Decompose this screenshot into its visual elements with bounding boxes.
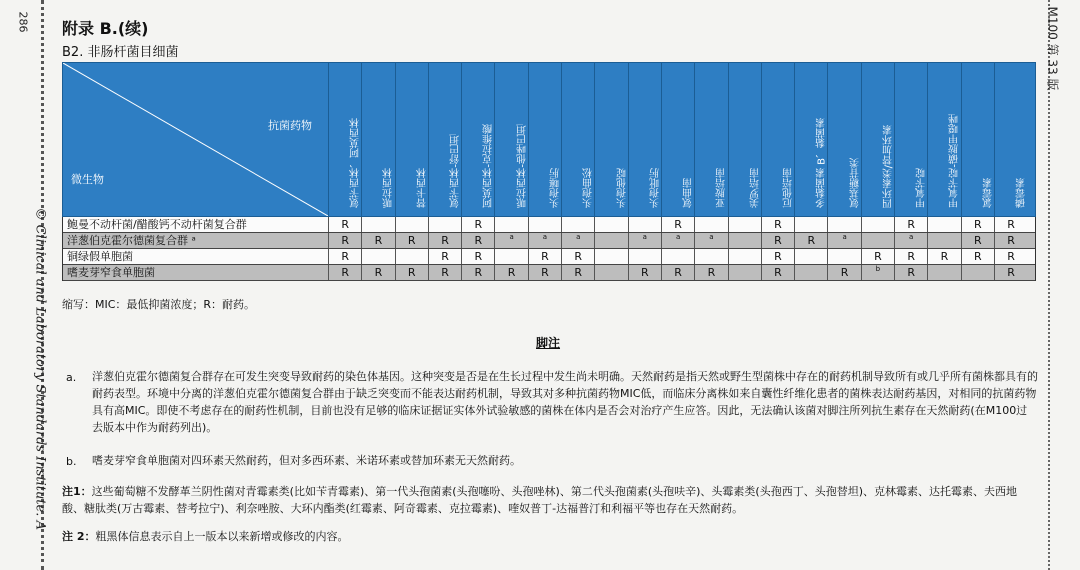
antibiotic-column-header — [794, 63, 827, 216]
antibiotic-name: 哌拉西林 — [383, 168, 395, 208]
resistance-cell — [428, 217, 461, 232]
resistance-cell: R — [661, 217, 694, 232]
antibiotic-name: 甲氧苄啶-磺胺甲噁唑 — [949, 114, 961, 208]
antibiotic-column-header — [494, 63, 527, 216]
resistance-cell: R — [328, 233, 361, 248]
antibiotic-name: 氨曲南 — [683, 178, 695, 208]
copyright-side-text: © Clinical and Laboratory Standards Institute. A — [32, 207, 48, 530]
resistance-cell: R — [761, 249, 794, 264]
antibiotic-column-header — [395, 63, 428, 216]
resistance-cell: R — [794, 233, 827, 248]
resistance-cell — [728, 249, 761, 264]
antibiotic-column-header — [927, 63, 960, 216]
resistance-cell: a — [561, 233, 594, 248]
resistance-cell: R — [328, 217, 361, 232]
antibiotic-header-label: 抗菌药物 — [268, 119, 312, 132]
resistance-cell: a — [661, 233, 694, 248]
antibiotic-column-header — [528, 63, 561, 216]
resistance-cell: R — [461, 217, 494, 232]
antibiotic-name: 氨苄西林、阿莫西林 — [350, 118, 362, 208]
antibiotic-column-header — [728, 63, 761, 216]
resistance-cell: R — [461, 233, 494, 248]
resistance-cell — [794, 249, 827, 264]
resistance-cell — [628, 217, 661, 232]
antibiotic-column-headers — [328, 63, 1027, 216]
resistance-table — [62, 62, 1036, 281]
resistance-cell — [827, 217, 860, 232]
appendix-title: 附录 B.(续) — [62, 19, 149, 38]
antibiotic-column-header — [961, 63, 994, 216]
resistance-cell: R — [395, 233, 428, 248]
section-title: B2. 非肠杆菌目细菌 — [62, 45, 179, 60]
antibiotic-name: 氯霉素 — [983, 178, 995, 208]
antibiotic-column-header — [894, 63, 927, 216]
resistance-cell — [594, 217, 627, 232]
resistance-cell: R — [961, 249, 994, 264]
antibiotic-column-header — [328, 63, 361, 216]
resistance-cell: R — [528, 249, 561, 264]
resistance-cell — [594, 233, 627, 248]
resistance-cell — [628, 249, 661, 264]
table-row — [63, 233, 1035, 249]
resistance-cell — [494, 249, 527, 264]
resistance-cell — [561, 217, 594, 232]
resistance-cell: R — [994, 233, 1027, 248]
resistance-cell — [794, 265, 827, 280]
resistance-cell — [594, 265, 627, 280]
resistance-cell: b — [861, 265, 894, 280]
antibiotic-column-header — [694, 63, 727, 216]
resistance-cell: R — [561, 249, 594, 264]
note-1-text: 这些葡萄糖不发酵革兰阴性菌对青霉素类(比如苄青霉素)、第一代头孢菌素(头孢噻吩、头孢唑林)、第二代头孢菌素(头孢呋辛)、头霉素类(头孢西丁、头孢替坦)、克林霉素、达托霉素、夫西地酸、糖肽类(万古霉素、替考拉宁)、利奈唑胺、大环内酯类(红霉素、阿奇霉素、克拉霉素)、喹奴普丁-达福普汀和利福平等也存在天然耐药。 — [62, 485, 1017, 515]
resistance-cell: R — [561, 265, 594, 280]
resistance-cell — [728, 233, 761, 248]
resistance-cell: R — [894, 249, 927, 264]
resistance-cell — [861, 217, 894, 232]
resistance-cell: R — [461, 265, 494, 280]
resistance-cell — [794, 217, 827, 232]
resistance-cell — [728, 217, 761, 232]
antibiotic-name: 头孢他啶 — [617, 168, 629, 208]
resistance-cell: R — [494, 265, 527, 280]
resistance-cell: R — [661, 265, 694, 280]
resistance-cell — [361, 217, 394, 232]
footnote-heading: 脚注 — [536, 336, 561, 350]
antibiotic-name: 阿莫西林-克拉维酸 — [483, 124, 495, 208]
antibiotic-name: 头孢噻肟 — [550, 168, 562, 208]
organism-name: 嗜麦芽窄食单胞菌 — [67, 266, 155, 279]
resistance-cell: R — [861, 249, 894, 264]
resistance-cell — [361, 249, 394, 264]
resistance-cell: R — [428, 233, 461, 248]
antibiotic-name: 替卡西林 — [417, 168, 429, 208]
antibiotic-name: 氨苄西林-舒巴坦 — [450, 134, 462, 208]
table-header — [62, 62, 1036, 217]
antibiotic-column-header — [994, 63, 1027, 216]
resistance-cell: R — [894, 265, 927, 280]
footnote-a-label: a. — [66, 371, 77, 384]
resistance-cell: R — [994, 249, 1027, 264]
organism-name: 鲍曼不动杆菌/醋酸钙不动杆菌复合群 — [67, 218, 247, 231]
resistance-cell: a — [628, 233, 661, 248]
resistance-cell: R — [761, 217, 794, 232]
edition-label: M100 第 33 版 — [1045, 6, 1060, 91]
resistance-cell: a — [494, 233, 527, 248]
resistance-cell — [927, 265, 960, 280]
resistance-cell — [661, 249, 694, 264]
note-2 — [62, 528, 1038, 545]
resistance-cell: R — [994, 265, 1027, 280]
antibiotic-column-header — [594, 63, 627, 216]
resistance-cell — [961, 265, 994, 280]
antibiotic-name: 多黏菌素 B、黏菌素 — [816, 117, 828, 208]
antibiotic-column-header — [827, 63, 860, 216]
note-1 — [62, 483, 1038, 517]
antibiotic-name: 哌拉西林-他唑巴坦 — [517, 124, 529, 208]
resistance-cell: R — [528, 265, 561, 280]
resistance-cell — [395, 217, 428, 232]
resistance-cell — [927, 217, 960, 232]
table-body — [62, 217, 1036, 281]
resistance-cell: R — [428, 249, 461, 264]
resistance-cell: R — [361, 265, 394, 280]
resistance-cell: R — [827, 265, 860, 280]
table-row — [63, 249, 1035, 265]
resistance-cell: R — [694, 265, 727, 280]
page-number: 286 — [16, 11, 30, 33]
resistance-cell: a — [827, 233, 860, 248]
footnote-b-label: b. — [66, 455, 77, 468]
resistance-cell: R — [361, 233, 394, 248]
header-diagonal — [63, 63, 328, 216]
antibiotic-column-header — [861, 63, 894, 216]
resistance-cell: R — [328, 265, 361, 280]
antibiotic-column-header — [461, 63, 494, 216]
resistance-cell — [694, 249, 727, 264]
organism-header-label: 微生物 — [71, 173, 104, 186]
antibiotic-name: 亚胺培南 — [716, 168, 728, 208]
resistance-cell — [827, 249, 860, 264]
resistance-cell: R — [328, 249, 361, 264]
resistance-cell: R — [927, 249, 960, 264]
antibiotic-column-header — [761, 63, 794, 216]
antibiotic-name: 头孢曲松 — [583, 168, 595, 208]
antibiotic-name: 厄他培南 — [783, 168, 795, 208]
organism-name: 铜绿假单胞菌 — [67, 250, 133, 263]
resistance-cell: R — [395, 265, 428, 280]
organism-name: 洋葱伯克霍尔德菌复合群 ᵃ — [67, 234, 196, 247]
table-row — [63, 265, 1035, 281]
resistance-cell: a — [894, 233, 927, 248]
antibiotic-name: 头孢吡肟 — [650, 168, 662, 208]
footnote-a-text: 洋葱伯克霍尔德菌复合群存在可发生突变导致耐药的染色体基因。这种突变是否是在生长过程中发生尚未明确。天然耐药是指天然或野生型菌株中存在的耐药机制导致所有或几乎所有菌株都具有的耐药表型。环境中分离的洋葱伯克霍尔德菌复合群由于缺乏突变而不能表达耐药机制，导致其对多种抗菌药物MIC低，而临床分离株如来自囊性纤维化患者的菌株表达耐药基因，对相同的抗菌药物具有高MIC。即使不考虑存在的耐药性机制，目前也没有足够的临床证据证实体外试验敏感的菌株在体内是否会对治疗产生应答。因此，无法确认该菌对脚注所列抗生素存在天然耐药(在M100过去版本中作为耐药列出)。 — [92, 370, 1038, 434]
resistance-cell — [694, 217, 727, 232]
antibiotic-column-header — [628, 63, 661, 216]
resistance-cell — [494, 217, 527, 232]
antibiotic-name: 四环素类/替加环素 — [883, 124, 895, 208]
resistance-cell: a — [528, 233, 561, 248]
resistance-cell: R — [894, 217, 927, 232]
resistance-cell: R — [428, 265, 461, 280]
antibiotic-column-header — [361, 63, 394, 216]
resistance-cell — [395, 249, 428, 264]
abbreviations-line: 缩写：MIC：最低抑菌浓度；R：耐药。 — [62, 298, 256, 311]
note-2-label: 注 2： — [62, 530, 96, 543]
antibiotic-column-header — [561, 63, 594, 216]
note-1-label: 注1： — [62, 485, 92, 498]
antibiotic-name: 氨基糖苷类 — [850, 158, 862, 208]
resistance-cell: R — [761, 233, 794, 248]
resistance-cell — [861, 233, 894, 248]
table-row — [63, 217, 1035, 233]
resistance-cell: R — [461, 249, 494, 264]
antibiotic-name: 磷霉素 — [1016, 178, 1028, 208]
resistance-cell — [927, 233, 960, 248]
resistance-cell — [528, 217, 561, 232]
resistance-cell: a — [694, 233, 727, 248]
resistance-cell: R — [628, 265, 661, 280]
resistance-cell: R — [961, 233, 994, 248]
resistance-cell — [728, 265, 761, 280]
resistance-cell: R — [961, 217, 994, 232]
resistance-cell: R — [994, 217, 1027, 232]
note-2-text: 粗黑体信息表示自上一版本以来新增或修改的内容。 — [95, 530, 349, 543]
antibiotic-column-header — [428, 63, 461, 216]
antibiotic-name: 美罗培南 — [750, 168, 762, 208]
footnote-b-text: 嗜麦芽窄食单胞菌对四环素天然耐药，但对多西环素、米诺环素或替加环素无天然耐药。 — [92, 454, 521, 467]
antibiotic-column-header — [661, 63, 694, 216]
antibiotic-name: 甲氧苄啶 — [916, 168, 928, 208]
resistance-cell — [594, 249, 627, 264]
resistance-cell: R — [761, 265, 794, 280]
